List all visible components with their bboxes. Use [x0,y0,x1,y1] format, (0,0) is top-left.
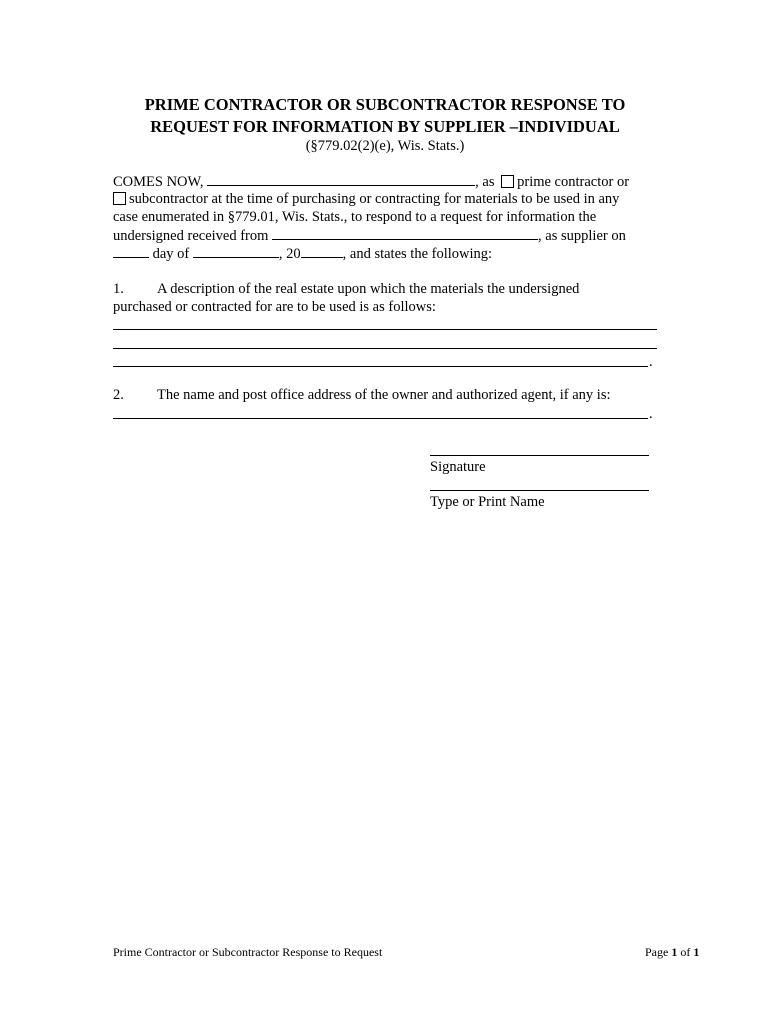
item-2-text-1: The name and post office address of the owner and authorized agent, if any is: [157,387,611,403]
comes-now-line [113,172,629,191]
comes-now-text: COMES NOW, [113,174,204,190]
item-2-number: 2. [113,387,124,403]
document-title-line-2: REQUEST FOR INFORMATION BY SUPPLIER –INDIVIDUAL [150,117,620,136]
owner-address-line[interactable] [113,418,648,419]
supplier-name-blank[interactable] [272,226,538,240]
page-total: 1 [693,945,700,959]
date-line [113,244,492,263]
document-title-line-1: PRIME CONTRACTOR OR SUBCONTRACTOR RESPONSE TO [144,95,626,114]
case-enumerated-line: case enumerated in §779.01, Wis. Stats., to respond to a request for information the [113,209,597,225]
item-1-number: 1. [113,281,124,297]
item-1-text-2: purchased or contracted for are to be used is as follows: [113,299,436,315]
footer-title: Prime Contractor or Subcontractor Response to Request [113,945,383,959]
print-name-label: Type or Print Name [430,494,545,510]
month-blank[interactable] [193,244,279,258]
description-line-3[interactable] [113,366,648,367]
item-2-line-1 [113,386,611,404]
page-current: 1 [671,945,678,959]
day-of-text: day of [152,246,190,262]
owner-address-period: . [649,406,653,422]
item-1-text-1: A description of the real estate upon which the materials the undersigned [157,281,580,297]
signature-line[interactable] [430,455,649,456]
subcontractor-checkbox[interactable] [113,192,126,205]
name-blank[interactable] [207,172,475,186]
day-blank[interactable] [113,244,149,258]
as-supplier-on-text: , as supplier on [538,228,626,244]
statute-citation: (§779.02(2)(e), Wis. Stats.) [305,138,465,154]
prime-contractor-checkbox[interactable] [501,175,514,188]
page-number [645,944,699,960]
of-word: of [680,945,691,959]
page-word: Page [645,945,669,959]
subcontractor-text: subcontractor at the time of purchasing or contracting for materials to be used in any [129,191,620,207]
year-blank[interactable] [301,244,343,258]
print-name-line[interactable] [430,490,649,491]
description-line-1[interactable] [113,329,657,330]
prime-contractor-label: prime contractor or [517,174,630,190]
subcontractor-line [113,190,619,208]
received-from-text: undersigned received from [113,228,269,244]
signature-label: Signature [430,459,486,475]
description-line-2[interactable] [113,348,657,349]
description-period: . [649,354,653,370]
as-text: , as [475,174,495,190]
states-following-text: , and states the following: [342,246,493,262]
received-from-line [113,226,626,245]
item-1-line-1 [113,280,579,298]
year-prefix-text: , 20 [278,246,301,262]
